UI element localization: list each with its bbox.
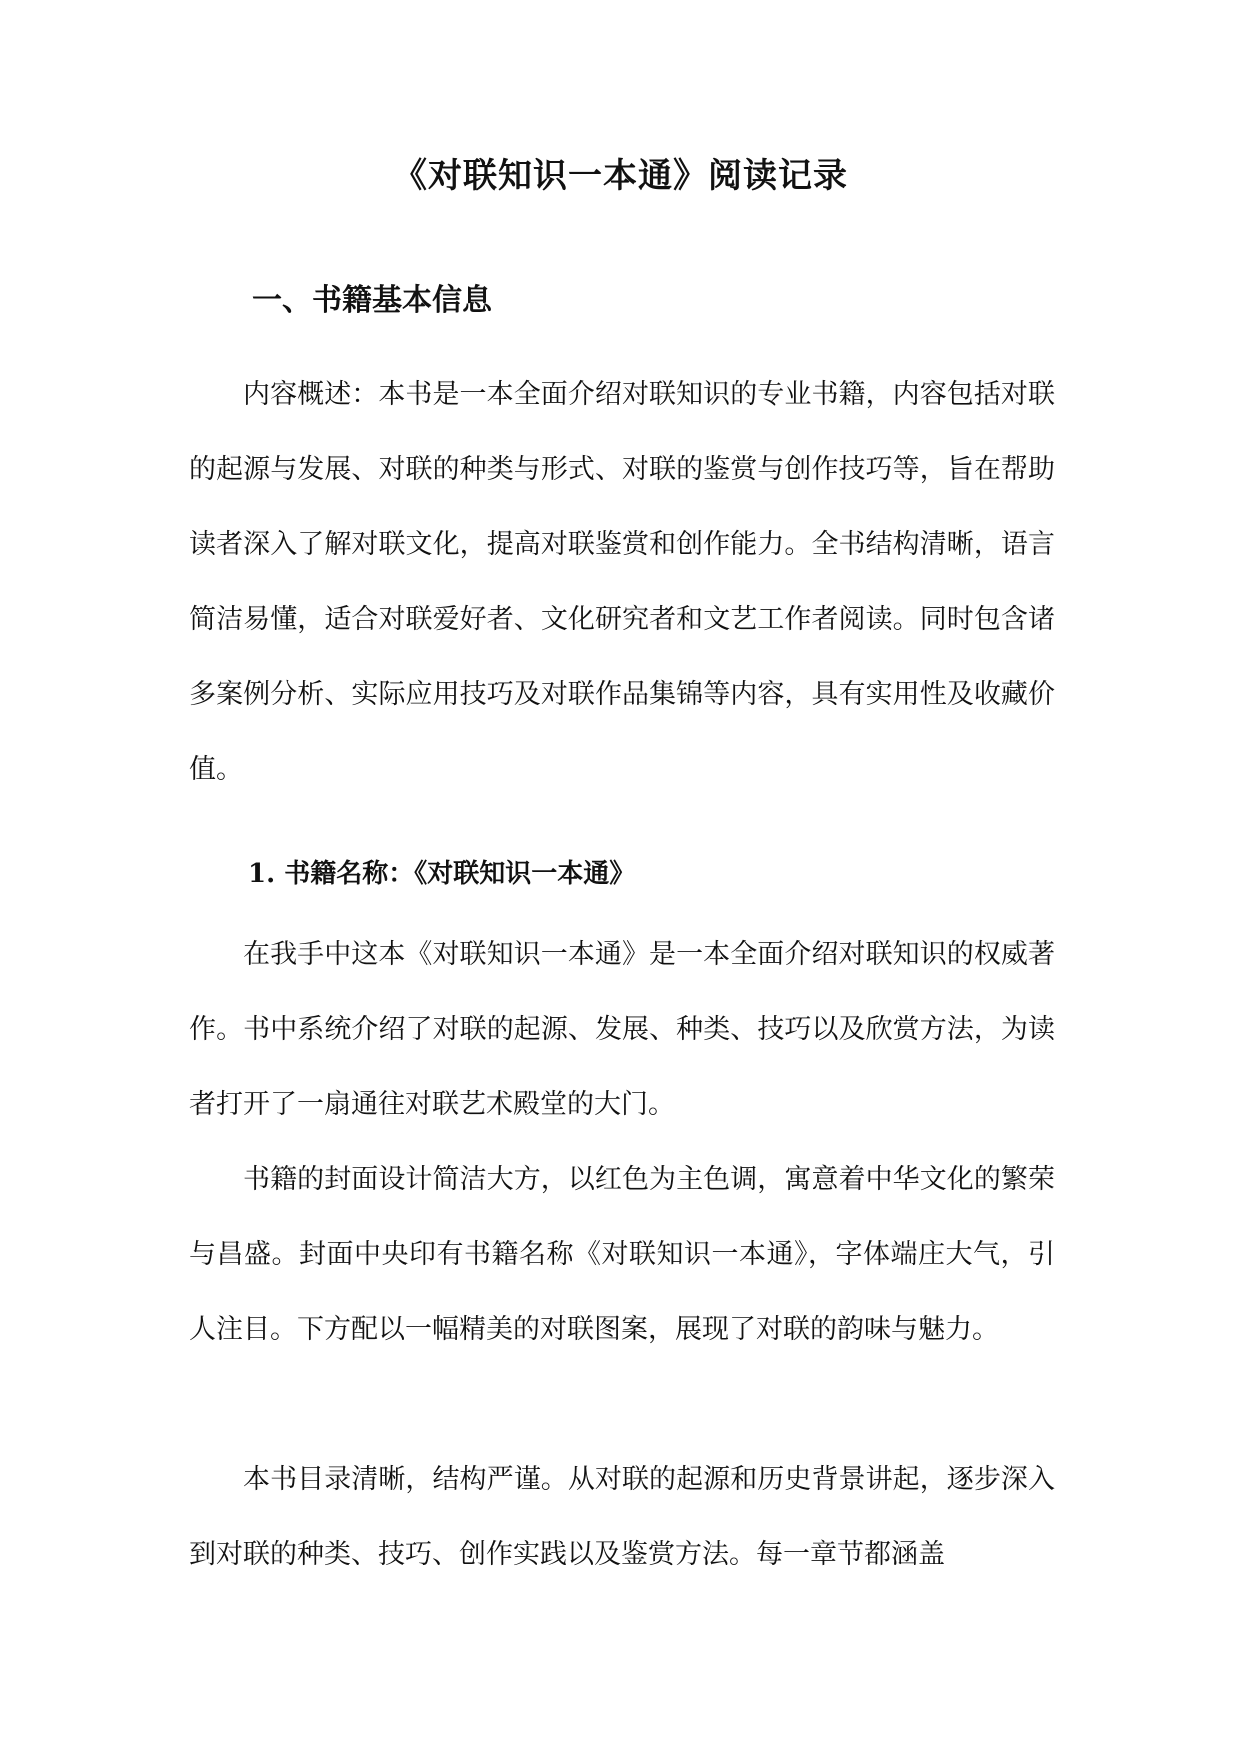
section-heading-basic-info: 一、书籍基本信息 <box>252 283 492 318</box>
document-title: 《对联知识一本通》阅读记录 <box>393 156 848 196</box>
body-paragraph: 在我手中这本《对联知识一本通》是一本全面介绍对联知识的权威著作。书中系统介绍了对联的起源、发展、种类、技巧以及欣赏方法，为读者打开了一扇通往对联艺术殿堂的大门。 <box>189 939 1055 1120</box>
subsection-heading-book-title: 1. 书籍名称：《对联知识一本通》 <box>248 859 636 889</box>
body-paragraph: 本书目录清晰，结构严谨。从对联的起源和历史背景讲起，逐步深入到对联的种类、技巧、创作实践以及鉴赏方法。每一章节都涵盖 <box>189 1464 1055 1570</box>
content-overview-paragraph: 内容概述：本书是一本全面介绍对联知识的专业书籍，内容包括对联的起源与发展、对联的种类与形式、对联的鉴赏与创作技巧等，旨在帮助读者深入了解对联文化，提高对联鉴赏和创作能力。全书结构清晰，语言简洁易懂，适合对联爱好者、文化研究者和文艺工作者阅读。同时包含诸多案例分析、实际应用技巧及对联作品集锦等内容，具有实用性及收藏价值。 <box>189 379 1055 785</box>
body-paragraph: 书籍的封面设计简洁大方，以红色为主色调，寓意着中华文化的繁荣与昌盛。封面中央印有书籍名称《对联知识一本通》，字体端庄大气，引人注目。下方配以一幅精美的对联图案，展现了对联的韵味与魅力。 <box>189 1164 1055 1345</box>
